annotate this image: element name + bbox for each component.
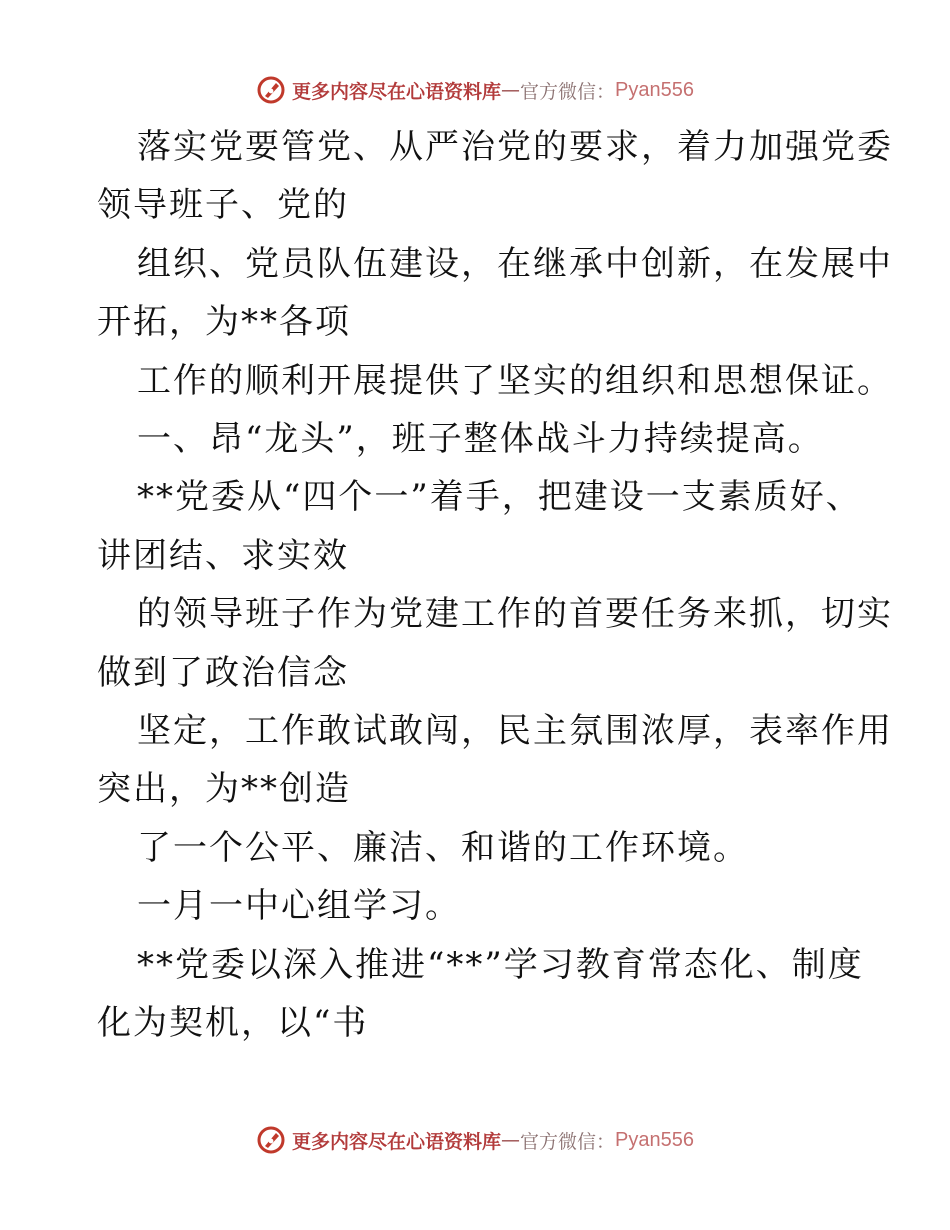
text-line: 了一个公平、廉洁、和谐的工作环境。 xyxy=(137,827,749,868)
text-line: 开拓，为**各项 xyxy=(97,302,351,343)
text-line: 坚定，工作敢试敢闯，民主氛围浓厚，表率作用 xyxy=(137,711,893,752)
text-line: 讲团结、求实效 xyxy=(97,535,349,576)
banner-dash: — xyxy=(501,79,521,101)
logo-icon xyxy=(256,1125,286,1155)
text-line: 一月一中心组学习。 xyxy=(137,886,461,927)
text-line: 领导班子、党的 xyxy=(97,185,349,226)
wechat-label: 官方微信： xyxy=(520,1130,616,1153)
section-heading: 一、昂“龙头”，班子整体战斗力持续提高。 xyxy=(137,419,824,460)
wechat-handle: Pyan556 xyxy=(615,1128,694,1151)
text-line: 突出，为**创造 xyxy=(97,769,351,810)
wechat-label: 官方微信： xyxy=(520,80,616,103)
text-line: 化为契机，以“书 xyxy=(97,1003,369,1044)
logo-icon xyxy=(256,75,286,105)
text-line: 做到了政治信念 xyxy=(97,652,349,693)
text-line: 的领导班子作为党建工作的首要任务来抓，切实 xyxy=(137,594,893,635)
text-line: 工作的顺利开展提供了坚实的组织和思想保证。 xyxy=(137,360,893,401)
site-name: 更多内容尽在心语资料库 xyxy=(292,80,502,103)
header-banner xyxy=(0,70,950,110)
banner-dash: — xyxy=(501,1129,521,1151)
wechat-handle: Pyan556 xyxy=(615,78,694,101)
footer-banner xyxy=(0,1120,950,1160)
site-name: 更多内容尽在心语资料库 xyxy=(292,1130,502,1153)
document-body xyxy=(97,118,893,1053)
text-line: **党委从“四个一”着手，把建设一支素质好、 xyxy=(137,477,862,518)
text-line: 组织、党员队伍建设，在继承中创新，在发展中 xyxy=(137,243,893,284)
text-line: 落实党要管党、从严治党的要求，着力加强党委 xyxy=(137,127,893,167)
text-line: **党委以深入推进“**”学习教育常态化、制度 xyxy=(137,944,864,985)
